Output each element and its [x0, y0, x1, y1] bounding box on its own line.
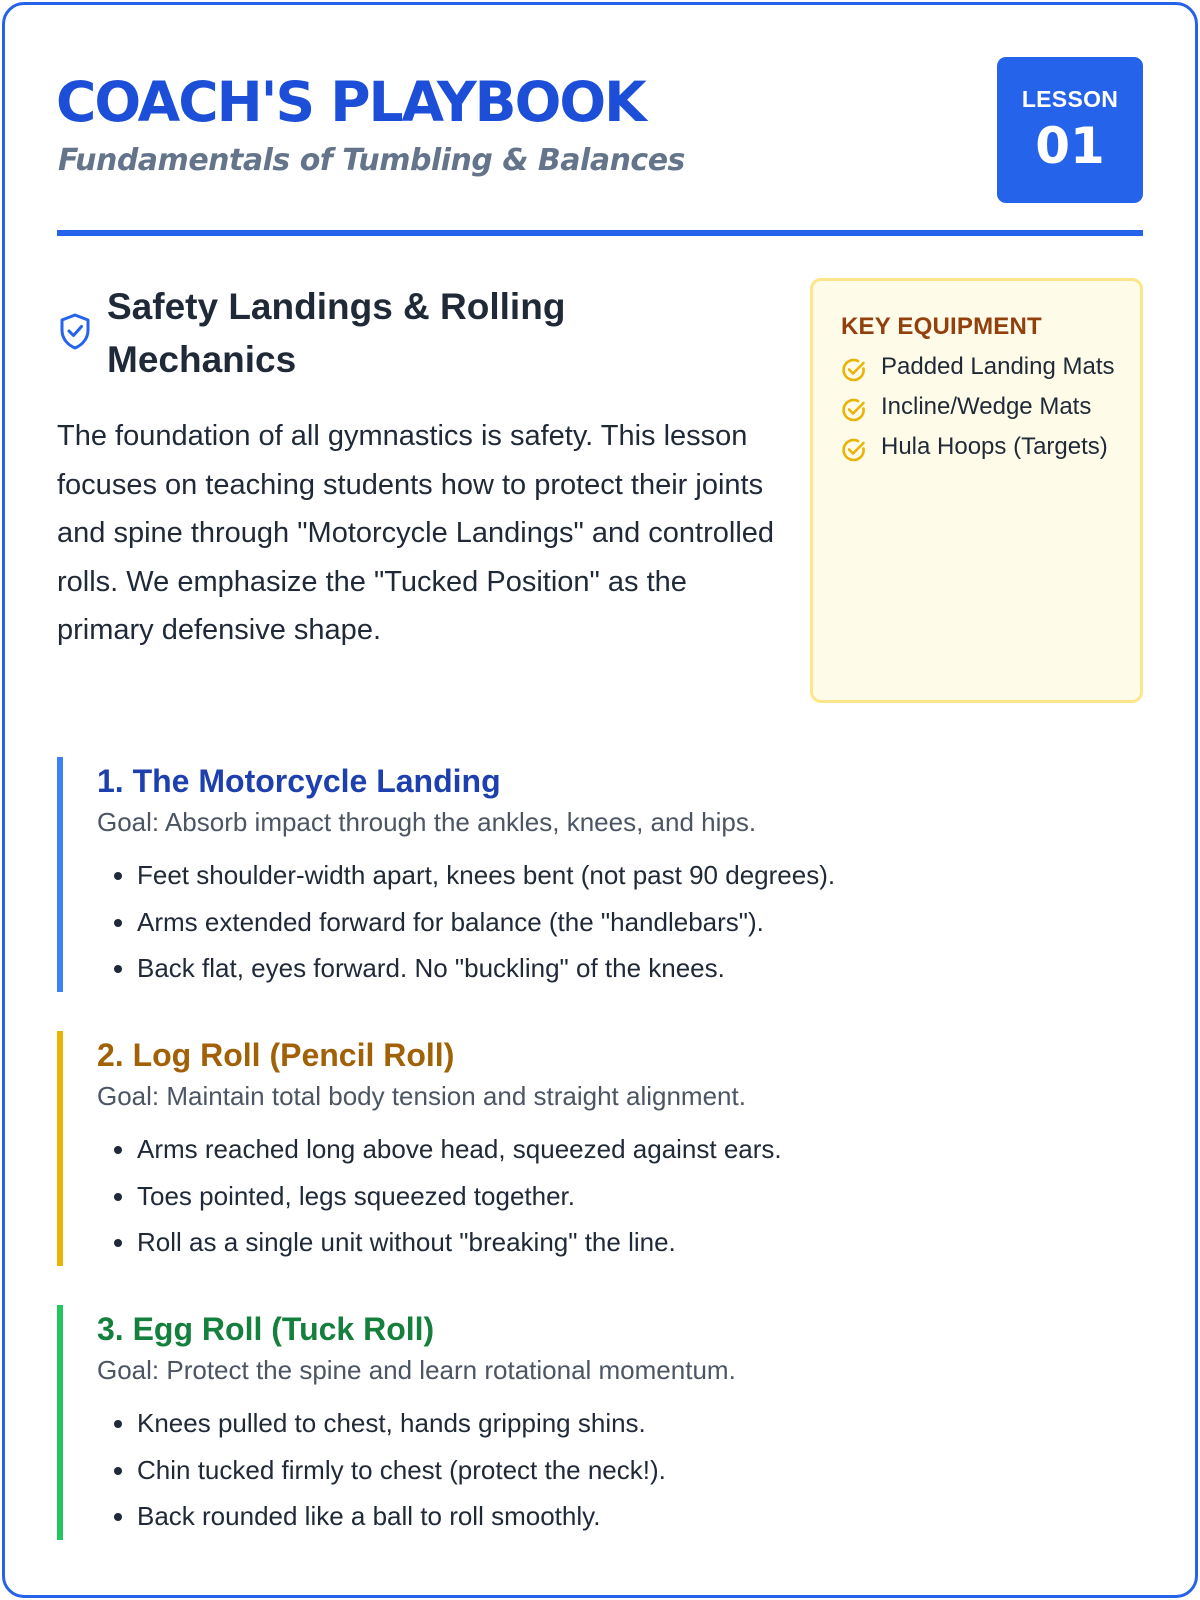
- page-subtitle: Fundamentals of Tumbling & Balances: [58, 143, 685, 178]
- drill-point: • Toes pointed, legs squeezed together.: [137, 1173, 1057, 1220]
- equipment-box: [810, 278, 1143, 703]
- lesson-badge-label: LESSON: [1021, 86, 1119, 112]
- drill-goal: Goal: Maintain total body tension and straight alignment.: [97, 1081, 746, 1111]
- drill-title: 1. The Motorcycle Landing: [97, 763, 501, 799]
- check-circle-icon: [841, 397, 867, 423]
- equipment-item-label: Padded Landing Mats: [881, 353, 1115, 380]
- equipment-item: [841, 391, 1131, 423]
- lesson-badge: [997, 57, 1143, 203]
- equipment-list: [841, 351, 1131, 471]
- header-divider: [57, 230, 1143, 236]
- drill-egg-roll: [57, 1305, 1057, 1540]
- drill-title: 3. Egg Roll (Tuck Roll): [97, 1311, 435, 1347]
- page-title: COACH'S PLAYBOOK: [56, 70, 645, 134]
- equipment-item-label: Incline/Wedge Mats: [881, 393, 1092, 420]
- drill-point: • Back rounded like a ball to roll smoothly.: [137, 1493, 1057, 1540]
- equipment-item-label: Hula Hoops (Targets): [881, 433, 1108, 460]
- drill-points: [97, 1400, 1057, 1540]
- drill-title: 2. Log Roll (Pencil Roll): [97, 1037, 455, 1073]
- equipment-item: [841, 351, 1131, 383]
- drill-point: • Back flat, eyes forward. No "buckling" of the knees.: [137, 945, 1057, 992]
- drill-point: • Arms extended forward for balance (the "handlebars").: [137, 899, 1057, 946]
- check-circle-icon: [841, 357, 867, 383]
- drill-log-roll: [57, 1031, 1057, 1266]
- equipment-title: KEY EQUIPMENT: [841, 313, 1042, 340]
- drill-point: • Knees pulled to chest, hands gripping shins.: [137, 1400, 1057, 1447]
- drill-motorcycle-landing: [57, 757, 1057, 992]
- drill-points: [97, 1126, 1057, 1266]
- drill-point: • Chin tucked firmly to chest (protect the neck!).: [137, 1447, 1057, 1494]
- section-title: Safety Landings & Rolling Mechanics: [107, 286, 566, 380]
- drill-goal: Goal: Protect the spine and learn rotational momentum.: [97, 1355, 736, 1385]
- equipment-item: [841, 431, 1131, 463]
- section-intro: The foundation of all gymnastics is safety. This lesson focuses on teaching students how to protect their joints and spine through "Motorcycle Landings" and controlled rolls. We emphasize the "Tucked Position" as the primary defensive shape.: [57, 420, 775, 646]
- shield-check-icon: [58, 312, 92, 350]
- drill-goal: Goal: Absorb impact through the ankles, knees, and hips.: [97, 807, 757, 837]
- drill-point: • Feet shoulder-width apart, knees bent (not past 90 degrees).: [137, 852, 1057, 899]
- lesson-badge-number: 01: [1035, 117, 1105, 175]
- drill-points: [97, 852, 1057, 992]
- drill-point: • Arms reached long above head, squeezed against ears.: [137, 1126, 1057, 1173]
- check-circle-icon: [841, 437, 867, 463]
- drill-point: • Roll as a single unit without "breaking" the line.: [137, 1219, 1057, 1266]
